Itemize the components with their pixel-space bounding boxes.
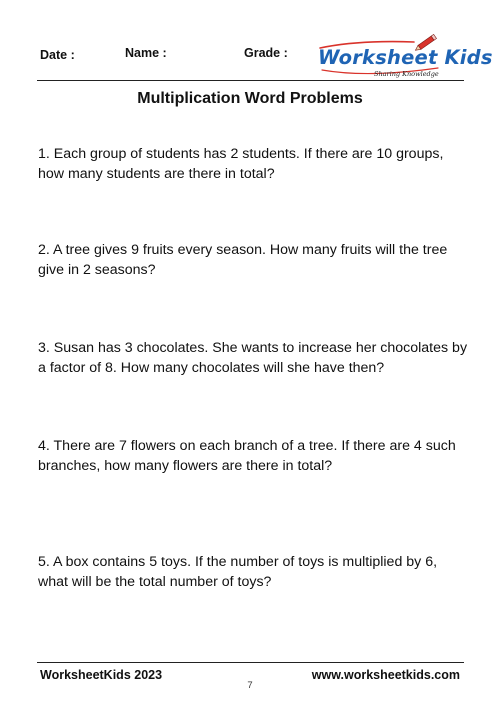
question-3: 3. Susan has 3 chocolates. She wants to increase her chocolates by a factor of 8. How many chocolates will she have then?: [38, 340, 468, 376]
footer-divider: [37, 662, 464, 663]
grade-label: Grade :: [244, 46, 288, 60]
name-label: Name :: [125, 46, 167, 60]
date-label: Date :: [40, 48, 75, 62]
page-number: 7: [247, 680, 253, 691]
logo-tagline: Sharing Knowledge: [374, 70, 439, 78]
footer-website: www.worksheetkids.com: [311, 668, 460, 682]
worksheet-kids-logo: [318, 34, 493, 86]
logo-brand-text: Worksheet Kids: [318, 46, 493, 69]
header-divider: [37, 80, 464, 81]
question-5: 5. A box contains 5 toys. If the number of toys is multiplied by 6, what will be the total number of toys?: [38, 554, 438, 590]
question-1: 1. Each group of students has 2 students. If there are 10 groups, how many students are there in total?: [38, 146, 444, 182]
worksheet-title: Multiplication Word Problems: [137, 90, 363, 107]
question-4: 4. There are 7 flowers on each branch of a tree. If there are 4 such branches, how many flowers are there in total?: [38, 438, 456, 474]
question-2: 2. A tree gives 9 fruits every season. How many fruits will the tree give in 2 seasons?: [38, 242, 448, 278]
footer-copyright: WorksheetKids 2023: [40, 668, 163, 682]
